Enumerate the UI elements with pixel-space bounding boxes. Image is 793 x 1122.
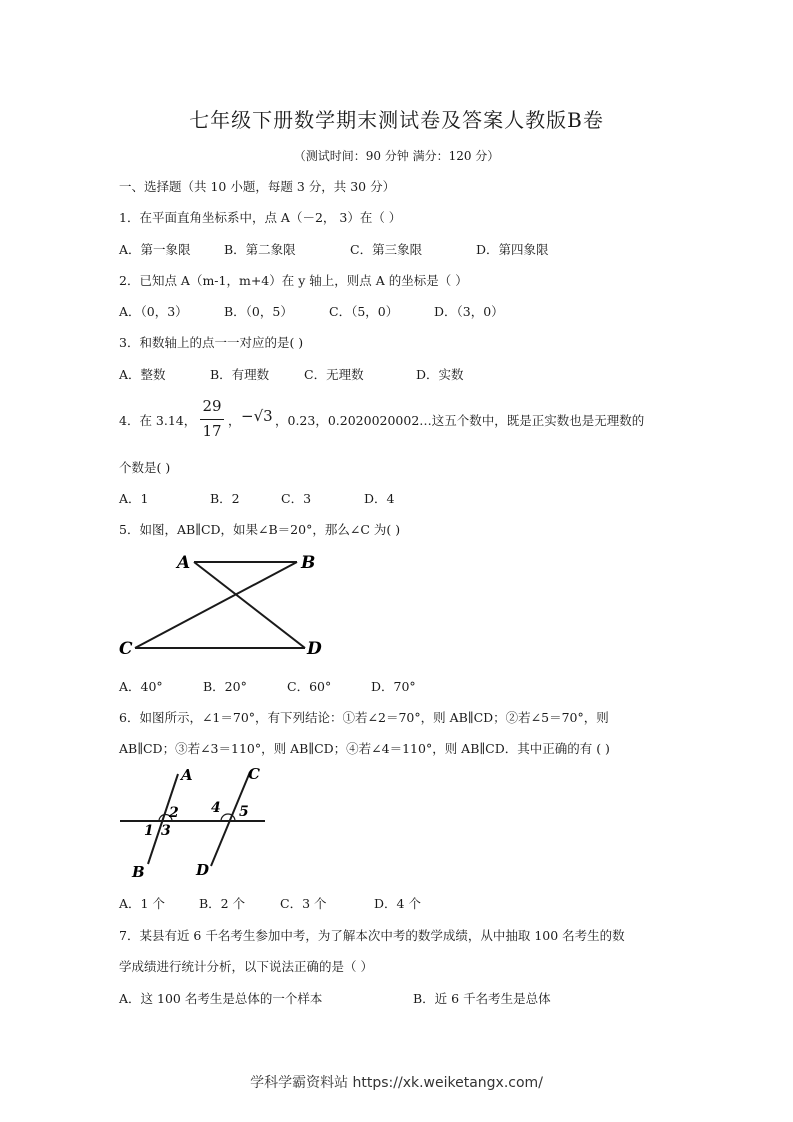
question-2-stem: 2．已知点 A（m-1，m+4）在 y 轴上，则点 A 的坐标是（ ）: [119, 273, 468, 288]
q5-option-a: A．40°: [119, 679, 163, 694]
question-6-stem-line2: AB∥CD；③若∠3＝110°，则 AB∥CD；④若∠4＝110°，则 AB∥CD．其中正确的有 ( ): [119, 741, 610, 756]
q2-option-c: C．（5，0）: [329, 304, 399, 319]
q1-option-c: C．第三象限: [350, 242, 423, 257]
q4-option-d: D．4: [364, 491, 395, 506]
label-b: B: [301, 553, 316, 573]
label-c: C: [248, 765, 260, 783]
q5-option-c: C．60°: [287, 679, 332, 694]
q3-option-c: C．无理数: [304, 367, 364, 382]
q6-option-a: A．1 个: [119, 896, 165, 911]
q5-option-d: D．70°: [371, 679, 416, 694]
segment-bc: [135, 562, 297, 648]
q4-option-b: B．2: [210, 491, 240, 506]
angle-label-4: 4: [211, 800, 221, 816]
question-1-stem: 1．在平面直角坐标系中，点 A（－2， 3）在（ ）: [119, 210, 402, 225]
label-d: D: [307, 639, 322, 659]
fraction-denominator: 17: [202, 422, 222, 440]
page-title: 七年级下册数学期末测试卷及答案人教版B卷: [189, 108, 604, 132]
question-7-stem-line2: 学成绩进行统计分析，以下说法正确的是（ ）: [119, 959, 373, 974]
fraction-bar: [200, 419, 224, 420]
test-info: （测试时间：90 分钟 满分：120 分）: [293, 149, 500, 163]
angle-label-1: 1: [144, 823, 154, 839]
q3-option-b: B．有理数: [210, 367, 270, 382]
label-b: B: [132, 863, 145, 881]
section-heading: 一、选择题（共 10 小题，每题 3 分，共 30 分）: [119, 179, 396, 194]
question-4-stem-end: 个数是( ): [119, 460, 171, 475]
angle-label-3: 3: [161, 823, 171, 839]
question-4-stem-start: 4．在 3.14，: [119, 413, 197, 428]
question-3-stem: 3．和数轴上的点一一对应的是( ): [119, 335, 304, 350]
q6-figure: [115, 762, 270, 882]
q3-option-a: A．整数: [119, 367, 166, 382]
q6-option-b: B．2 个: [199, 896, 246, 911]
q1-option-b: B．第二象限: [224, 242, 296, 257]
fraction-numerator: 29: [202, 397, 222, 415]
q6-option-c: C．3 个: [280, 896, 327, 911]
q2-option-d: D．（3，0）: [434, 304, 504, 319]
angle-label-5: 5: [239, 804, 249, 820]
label-a: A: [181, 766, 193, 784]
question-5-stem: 5．如图，AB∥CD，如果∠B＝20°，那么∠C 为( ): [119, 522, 401, 537]
q4-option-c: C．3: [281, 491, 312, 506]
question-6-stem-line1: 6．如图所示，∠1＝70°，有下列结论：①若∠2＝70°，则 AB∥CD；②若∠5＝70°，则: [119, 710, 609, 725]
q5-figure: [115, 548, 330, 660]
question-4-comma: ，: [228, 413, 241, 428]
neg-sqrt-three: −√3: [241, 407, 273, 425]
segment-ad: [194, 562, 305, 648]
q2-option-b: B．（0，5）: [224, 304, 293, 319]
question-4-stem-rest: ，0.23，0.2020020002…这五个数中，既是正实数也是无理数的: [275, 413, 645, 428]
footer-source-text: 学科学霸资料站 https://xk.weiketangx.com/: [250, 1075, 543, 1091]
label-a: A: [177, 553, 191, 573]
q6-option-d: D．4 个: [374, 896, 421, 911]
label-d: D: [196, 861, 210, 879]
angle-label-2: 2: [169, 805, 179, 821]
label-c: C: [119, 639, 133, 659]
q1-option-a: A．第一象限: [119, 242, 191, 257]
q5-option-b: B．20°: [203, 679, 247, 694]
q7-option-a: A．这 100 名考生是总体的一个样本: [119, 991, 323, 1006]
q4-option-a: A．1: [119, 491, 149, 506]
q1-option-d: D．第四象限: [476, 242, 549, 257]
question-7-stem-line1: 7．某县有近 6 千名考生参加中考，为了解本次中考的数学成绩，从中抽取 100 名考生的数: [119, 928, 625, 943]
q3-option-d: D．实数: [416, 367, 464, 382]
q7-option-b: B．近 6 千名考生是总体: [413, 991, 551, 1006]
q2-option-a: A．（0，3）: [119, 304, 188, 319]
